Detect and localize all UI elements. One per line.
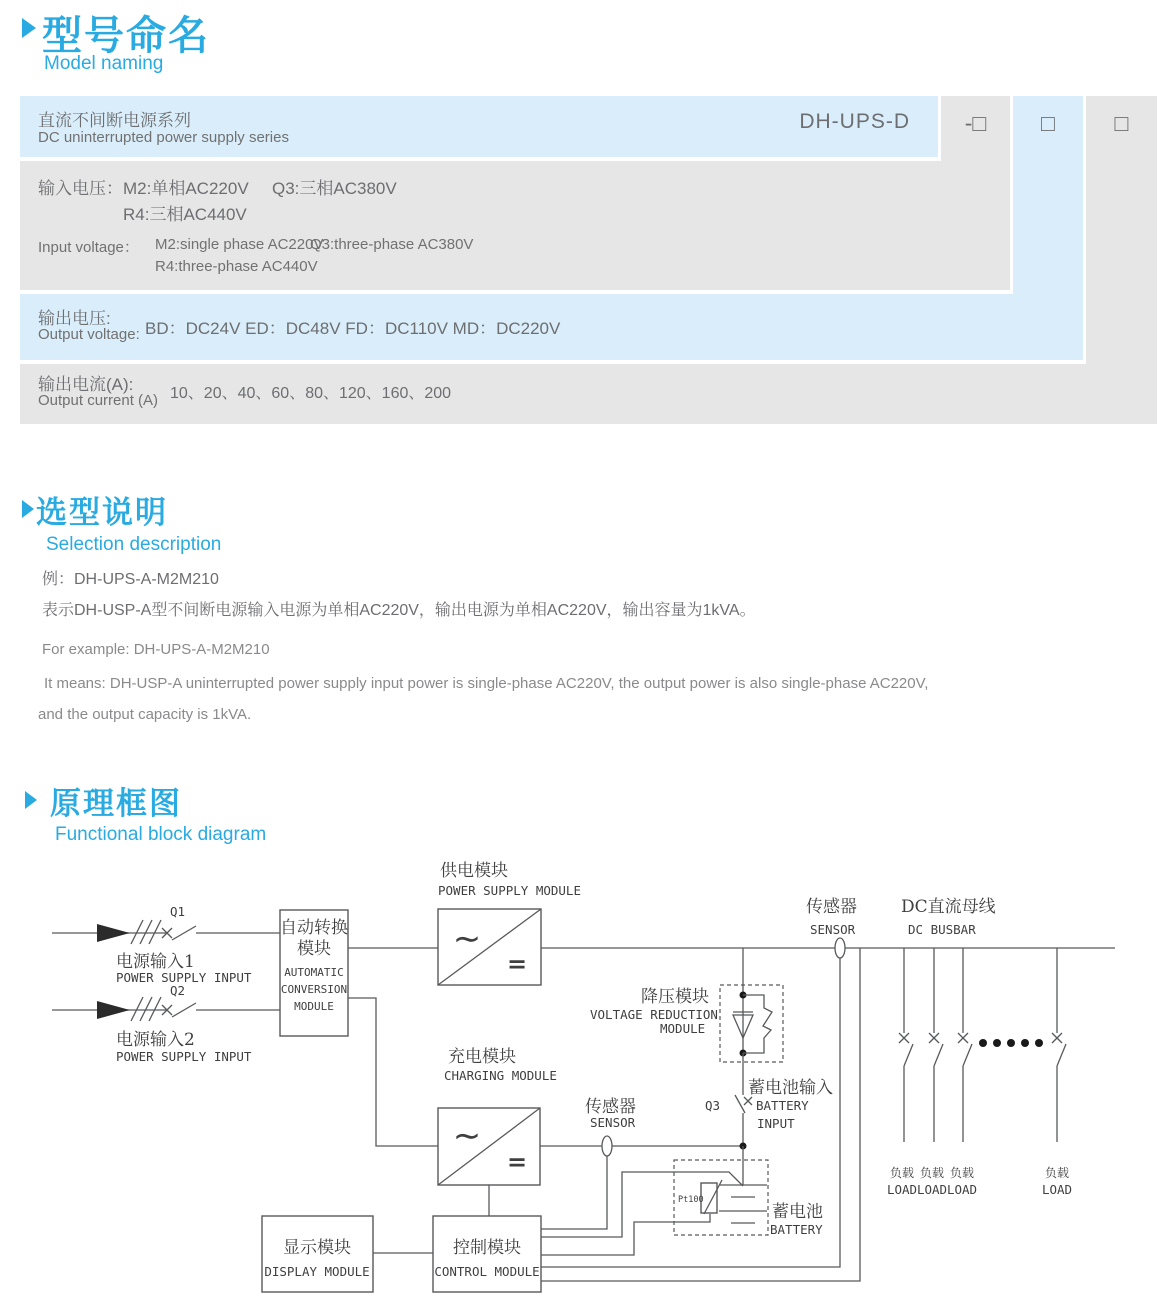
busbar-label-en: DC BUSBAR <box>908 922 976 937</box>
model-code: DH-UPS-D <box>799 110 910 133</box>
battery-input-label-en1: BATTERY <box>756 1098 809 1113</box>
conversion-label-zh1: 自动转换 <box>280 918 348 938</box>
conversion-label-en3: MODULE <box>294 1000 334 1013</box>
conversion-label-zh2: 模块 <box>297 939 331 959</box>
battery-input-label-zh: 蓄电池输入 <box>748 1078 833 1098</box>
load2-label-zh: 负载 <box>919 1166 945 1180</box>
load4-label-zh: 负载 <box>1044 1166 1070 1180</box>
conversion-label-en2: CONVERSION <box>280 983 348 996</box>
selection-desc-en-line1: It means: DH-USP-A uninterrupted power supply input power is single-phase AC220V, the output power is also single-phase AC220V, <box>44 675 929 692</box>
load3-label-zh: 负载 <box>949 1166 975 1180</box>
input1-arrow-icon <box>97 924 130 942</box>
section-subtitle-selection: Selection description <box>46 534 222 555</box>
arrester-icon <box>743 995 772 1053</box>
display-module-label-en: DISPLAY MODULE <box>264 1264 370 1279</box>
selection-desc-en-line2: and the output capacity is 1kVA. <box>38 706 252 723</box>
input1-label-en: POWER SUPPLY INPUT <box>116 970 252 985</box>
series-name-en: DC uninterrupted power supply series <box>38 129 289 146</box>
dc-symbol: = <box>506 1148 528 1176</box>
load1-label-en: LOAD <box>886 1182 918 1197</box>
input-voltage-m2-zh: M2:单相AC220V <box>123 179 249 198</box>
battery-input-label-en2: INPUT <box>757 1116 795 1131</box>
load2-label-en: LOAD <box>916 1182 948 1197</box>
suffix-box-3: □ <box>1114 110 1129 136</box>
sensor2-label-en: SENSOR <box>590 1115 636 1130</box>
series-name-zh: 直流不间断电源系列 <box>38 111 191 130</box>
selection-example-en: For example: DH-UPS-A-M2M210 <box>42 641 270 658</box>
voltage-reduction-label-en2: MODULE <box>660 1021 706 1036</box>
input1-label-zh: 电源输入1 <box>116 952 195 972</box>
voltage-reduction-label-zh: 降压模块 <box>641 987 709 1007</box>
conversion-label-en1: AUTOMATIC <box>284 966 344 979</box>
input2-label-en: POWER SUPPLY INPUT <box>116 1049 252 1064</box>
load3-label-en: LOAD <box>946 1182 978 1197</box>
power-supply-module-label-en: POWER SUPPLY MODULE <box>438 883 581 898</box>
ac-symbol: ∼ <box>452 1116 482 1156</box>
power-supply-module-label-zh: 供电模块 <box>440 861 508 881</box>
input-voltage-label-zh: 输入电压： <box>38 179 123 198</box>
output-current-label-en: Output current (A) <box>38 392 159 409</box>
input-voltage-m2-en: M2:single phase AC220V <box>155 236 324 253</box>
output-voltage-label-zh: 输出电压: <box>38 309 111 328</box>
q3-label: Q3 <box>705 1098 721 1113</box>
input-voltage-r4-en: R4:three-phase AC440V <box>155 258 318 275</box>
section-subtitle-block-diagram: Functional block diagram <box>55 824 267 845</box>
input-voltage-q3-en: Q3:three-phase AC380V <box>310 236 474 253</box>
voltage-reduction-module-box <box>720 985 783 1062</box>
selection-example-zh: 例：DH-UPS-A-M2M210 <box>42 571 219 588</box>
input-voltage-q3-zh: Q3:三相AC380V <box>272 179 397 198</box>
sensor1-icon <box>835 938 845 958</box>
voltage-reduction-label-en1: VOLTAGE REDUCTION <box>590 1007 718 1022</box>
control-module-label-zh: 控制模块 <box>453 1238 521 1258</box>
pt100-label: Pt100 <box>678 1195 704 1205</box>
input2-arrow-icon <box>97 1001 130 1019</box>
input-voltage-r4-zh: R4:三相AC440V <box>123 205 247 224</box>
sensor2-icon <box>602 1136 612 1156</box>
output-voltage-values: BD：DC24V ED：DC48V FD：DC110V MD：DC220V <box>145 319 561 338</box>
q1-label: Q1 <box>170 904 186 919</box>
battery-label-zh: 蓄电池 <box>772 1202 823 1222</box>
load-branches <box>899 948 1066 1142</box>
suffix-box-2: □ <box>1041 110 1055 136</box>
input-voltage-label-en: Input voltage： <box>38 239 139 256</box>
load4-label-en: LOAD <box>1041 1182 1073 1197</box>
battery-label-en: BATTERY <box>770 1222 823 1237</box>
sensor1-label-zh: 传感器 <box>806 897 857 917</box>
q2-label: Q2 <box>170 983 186 998</box>
section-subtitle-model-naming: Model naming <box>44 53 164 74</box>
busbar-label-zh: DC直流母线 <box>901 897 996 917</box>
section-title-model-naming: 型号命名 <box>42 14 210 58</box>
sensor2-label-zh: 传感器 <box>585 1097 636 1117</box>
load1-label-zh: 负载 <box>889 1166 915 1180</box>
display-module-label-zh: 显示模块 <box>283 1238 351 1258</box>
input2-label-zh: 电源输入2 <box>116 1030 195 1050</box>
output-current-label-zh: 输出电流(A): <box>38 375 134 394</box>
sensor1-label-en: SENSOR <box>810 922 856 937</box>
section-title-selection: 选型说明 <box>36 495 168 530</box>
charging-module-label-en: CHARGING MODULE <box>444 1068 557 1083</box>
output-voltage-label-en: Output voltage: <box>38 326 140 343</box>
dc-symbol: = <box>506 950 528 978</box>
charging-module-label-zh: 充电模块 <box>448 1047 516 1067</box>
output-current-values: 10、20、40、60、80、120、160、200 <box>170 385 452 402</box>
ac-symbol: ∼ <box>452 919 482 959</box>
section-title-block-diagram: 原理框图 <box>50 786 182 821</box>
suffix-box-1: -□ <box>964 110 987 136</box>
selection-desc-zh: 表示DH-USP-A型不间断电源输入电源为单相AC220V，输出电源为单相AC220V，输出容量为1kVA。 <box>42 602 756 619</box>
control-module-label-en: CONTROL MODULE <box>434 1264 540 1279</box>
